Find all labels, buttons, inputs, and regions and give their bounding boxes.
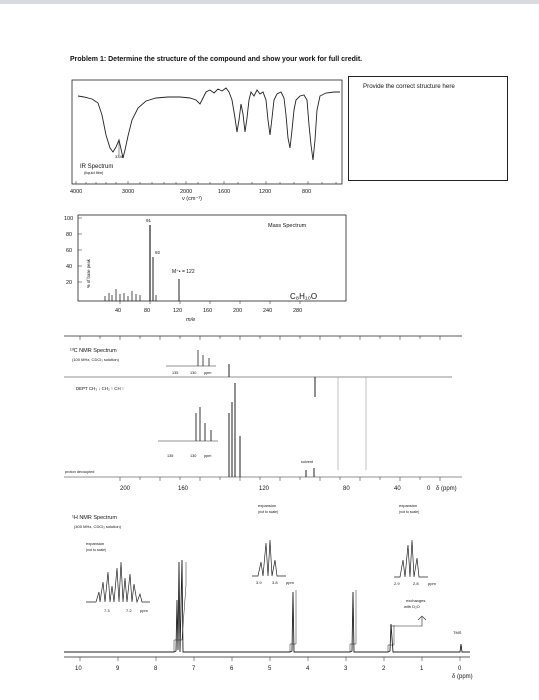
ir-x-tick-label: 2000 xyxy=(180,189,193,195)
h1-x-tick-label: 2 xyxy=(382,666,386,672)
h1-conditions: (400 MHz, CDCl₃ solution) xyxy=(74,524,121,529)
h1-x-tick-label: 6 xyxy=(230,666,234,672)
c13-inset-tick: 130 xyxy=(190,454,197,458)
ir-title: IR Spectrum xyxy=(80,164,114,170)
c13-dept-label: DEPT CH₃ ↓ CH₂ ↑ CH ↑ xyxy=(76,386,125,391)
h1-x-tick-label: 10 xyxy=(75,666,82,672)
h1-exchanges-label: exchanges xyxy=(406,598,426,603)
h1-exchanges-with-label: with D₂O xyxy=(404,604,420,609)
h1-expansion-note: (not to scale) xyxy=(86,548,107,552)
h1-expansion-ch2o-trace xyxy=(252,540,286,576)
ms-x-tick-label: 160 xyxy=(203,308,213,314)
h1-x-tick-label: 4 xyxy=(306,666,310,672)
c13-x-tick-label: 200 xyxy=(120,486,131,492)
h1-expansion-note: (not to scale) xyxy=(399,510,420,514)
ms-x-tick-label: 280 xyxy=(293,308,303,314)
h1-expansion-aromatic-trace xyxy=(86,562,150,602)
h1-x-tick-label: 3 xyxy=(344,666,348,672)
c13-solvent-label: solvent xyxy=(301,460,314,464)
problem-title: Problem 1: Determine the structure of the compound and show your work for full credit. xyxy=(70,56,363,63)
ms-y-tick-label: 100 xyxy=(64,216,74,222)
c13-x-tick-label: 0 xyxy=(427,486,431,492)
c13-inset-tick: 130 xyxy=(190,371,197,375)
c13-proton-decoupled: proton decoupled xyxy=(65,470,95,474)
ms-x-tick-label: 200 xyxy=(233,308,243,314)
ir-x-axis-label: ν (cm⁻¹) xyxy=(182,196,203,202)
ir-trace xyxy=(78,88,340,160)
h1-x-tick-label: 7 xyxy=(192,666,196,672)
h1-tms-label: TMS xyxy=(453,630,462,635)
ir-spectrum xyxy=(70,80,342,202)
c13-nmr-spectrum xyxy=(64,336,462,492)
h1-title: ¹H NMR Spectrum xyxy=(72,515,117,521)
ms-y-tick-label: 40 xyxy=(66,264,73,270)
ms-x-axis-label: m/e xyxy=(186,317,196,323)
h1-expansion-ch2o xyxy=(252,503,294,585)
ms-formula: C₈H₁₀O xyxy=(290,292,318,301)
ir-peak-label: 3340 xyxy=(115,154,124,159)
h1-integration-curves xyxy=(174,562,394,652)
h1-x-ticks xyxy=(80,657,460,661)
h1-exchange-arrow xyxy=(390,616,426,626)
h1-expansion-ch2 xyxy=(394,503,436,586)
c13-inset-tick: 135 xyxy=(172,371,179,375)
h1-expansion-aromatic xyxy=(86,541,150,613)
c13-x-tick-label: 120 xyxy=(259,486,270,492)
ms-x-tick-label: 40 xyxy=(115,308,122,314)
h1-expansion-tick: ppm xyxy=(286,580,294,585)
h1-expansion-note: (not to scale) xyxy=(258,510,279,514)
h1-expansion-tick: ppm xyxy=(428,581,436,586)
h1-nmr-spectrum xyxy=(64,503,473,680)
c13-inset-top xyxy=(166,350,216,375)
ir-subtitle: (liquid film) xyxy=(84,170,104,175)
ir-x-tick-label: 1200 xyxy=(259,189,272,195)
ir-ticks xyxy=(76,181,336,184)
c13-inset-tick: ppm xyxy=(204,371,212,375)
h1-x-unit: δ (ppm) xyxy=(452,674,473,680)
h1-x-tick-label: 9 xyxy=(116,666,120,672)
h1-expansion-tick: 2.9 xyxy=(394,581,400,586)
h1-expansion-label: expansion xyxy=(399,503,418,508)
c13-inset-tick: 135 xyxy=(167,454,174,458)
ms-molecular-ion-label: M⁺• = 122 xyxy=(172,269,195,275)
ir-x-tick-label: 3000 xyxy=(122,189,135,195)
c13-inset-tick: ppm xyxy=(204,454,212,458)
ir-x-tick-label: 1600 xyxy=(218,189,231,195)
ms-x-ticks xyxy=(120,301,300,304)
c13-x-tick-label: 160 xyxy=(178,486,189,492)
ms-peak-92-label: 92 xyxy=(155,250,161,255)
answer-box-label: Provide the correct structure here xyxy=(363,83,455,90)
h1-expansion-tick: 7.3 xyxy=(104,608,110,613)
h1-expansion-tick: ppm xyxy=(140,608,148,613)
c13-x-unit: δ (ppm) xyxy=(436,486,457,492)
h1-expansion-ch2-trace xyxy=(394,540,428,577)
h1-expansion-tick: 3.8 xyxy=(272,580,278,585)
h1-x-tick-label: 8 xyxy=(154,666,158,672)
c13-title: ¹³C NMR Spectrum xyxy=(70,348,117,354)
h1-x-tick-label: 0 xyxy=(458,666,462,672)
ir-x-tick-label: 4000 xyxy=(70,189,83,195)
c13-x-tick-label: 80 xyxy=(343,486,350,492)
h1-expansion-label: expansion xyxy=(86,541,105,546)
ms-x-tick-label: 120 xyxy=(173,308,183,314)
c13-x-tick-label: 40 xyxy=(394,486,401,492)
ms-title: Mass Spectrum xyxy=(268,223,307,229)
ms-peaks xyxy=(105,225,179,301)
ms-y-tick-label: 80 xyxy=(66,232,73,238)
c13-inset-mid xyxy=(158,407,218,458)
mass-spectrum xyxy=(64,215,346,323)
ir-x-tick-label: 800 xyxy=(302,189,312,195)
ms-y-tick-label: 60 xyxy=(66,248,73,254)
h1-x-tick-label: 5 xyxy=(268,666,272,672)
c13-x-ticks xyxy=(120,477,440,481)
h1-expansion-tick: 3.9 xyxy=(256,580,262,585)
h1-expansion-label: expansion xyxy=(258,503,277,508)
ms-y-ticks xyxy=(78,218,82,282)
ms-peak-91-label: 91 xyxy=(146,218,152,223)
h1-expansion-tick: 7.2 xyxy=(126,608,132,613)
h1-expansion-tick: 2.8 xyxy=(413,581,419,586)
c13-conditions: (100 MHz, CDCl₃ solution) xyxy=(72,357,119,362)
h1-x-tick-label: 1 xyxy=(420,666,424,672)
ms-x-tick-label: 80 xyxy=(144,308,151,314)
ms-y-axis-label: % of base peak xyxy=(86,259,91,288)
ms-y-tick-label: 20 xyxy=(66,280,73,286)
ms-x-tick-label: 240 xyxy=(263,308,273,314)
